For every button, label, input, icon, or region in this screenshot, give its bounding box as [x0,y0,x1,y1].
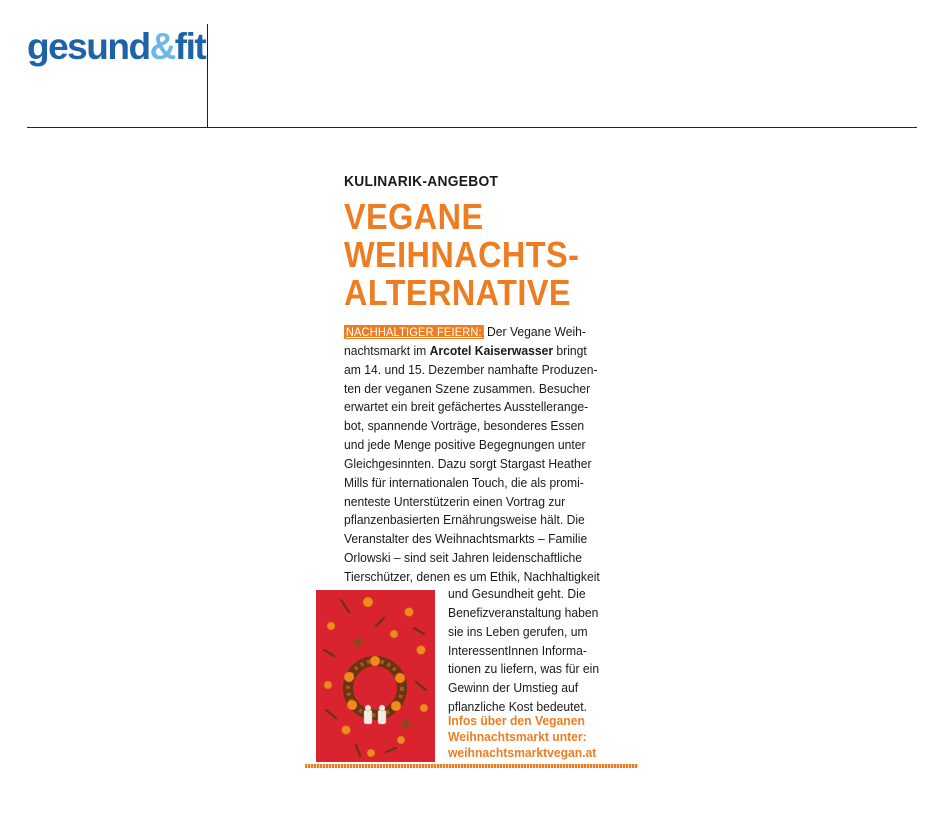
body-line: und jede Menge positive Begegnungen unter [344,437,586,453]
logo-text-end: fit [174,26,206,67]
venue-name: Arcotel Kaiserwasser [429,342,554,358]
header-vertical-divider [207,24,208,128]
body-line: erwartet ein breit gefächertes Ausstellerange- [344,399,589,415]
body-line: nenteste Unterstützerin einen Vortrag zur [344,493,566,509]
info-line: Weihnachtsmarkt unter: [448,729,587,744]
body-line: am 14. und 15. Dezember namhafte Produzen- [344,361,598,377]
body-line: Tierschützer, denen es um Ethik, Nachhaltigkeit [344,568,600,584]
body-line: InteressentInnen Informa- [448,642,587,658]
article-kicker: KULINARIK-ANGEBOT [344,173,499,190]
info-url: weihnachtsmarktvegan.at [448,745,597,760]
headline-line: ALTERNATIVE [344,272,571,313]
headline-line: VEGANE [344,196,484,237]
body-line: Gewinn der Umstieg auf [448,680,579,696]
magazine-logo [27,28,205,65]
wreath-photo [316,590,435,762]
body-line: Benefizveranstaltung haben [448,604,599,620]
body-line: pflanzenbasierten Ernährungsweise hält. Die [344,512,585,528]
body-line: Gleichgesinnten. Dazu sorgt Stargast Heather [344,455,592,471]
body-text: nachtsmarkt im [344,342,430,358]
body-line [344,323,611,342]
headline-line: WEIHNACHTS- [344,234,580,275]
body-line: Mills für internationalen Touch, die als promi- [344,474,584,490]
lead-text: Der Vegane Weih- [483,324,586,339]
body-text: bringt [553,342,587,358]
logo-ampersand: & [149,26,175,67]
header-horizontal-divider [27,127,917,128]
body-line: bot, spannende Vorträge, besonderes Essen [344,418,585,434]
body-line: und Gesundheit geht. Die [448,586,586,601]
body-line: Veranstalter des Weihnachtsmarkts – Familie [344,531,588,547]
lead-label: NACHHALTIGER FEIERN: [345,325,482,339]
logo-text-main: gesund [27,26,150,67]
info-box [448,713,632,761]
wreath-illustration [316,590,435,762]
body-line: tionen zu liefern, was für ein [448,661,600,677]
article-headline [344,198,579,312]
body-line: Orlowski – sind seit Jahren leidenschaftliche [344,550,583,566]
article-body-top [344,323,611,587]
body-line: pflanzliche Kost bedeutet. [448,699,587,715]
body-line [344,342,611,361]
article-body-bottom [448,585,623,717]
info-line: Infos über den Veganen [448,713,585,728]
article-bottom-rule [305,764,638,768]
body-line: sie ins Leben gerufen, um [448,623,588,639]
body-line: ten der veganen Szene zusammen. Besucher [344,380,591,396]
